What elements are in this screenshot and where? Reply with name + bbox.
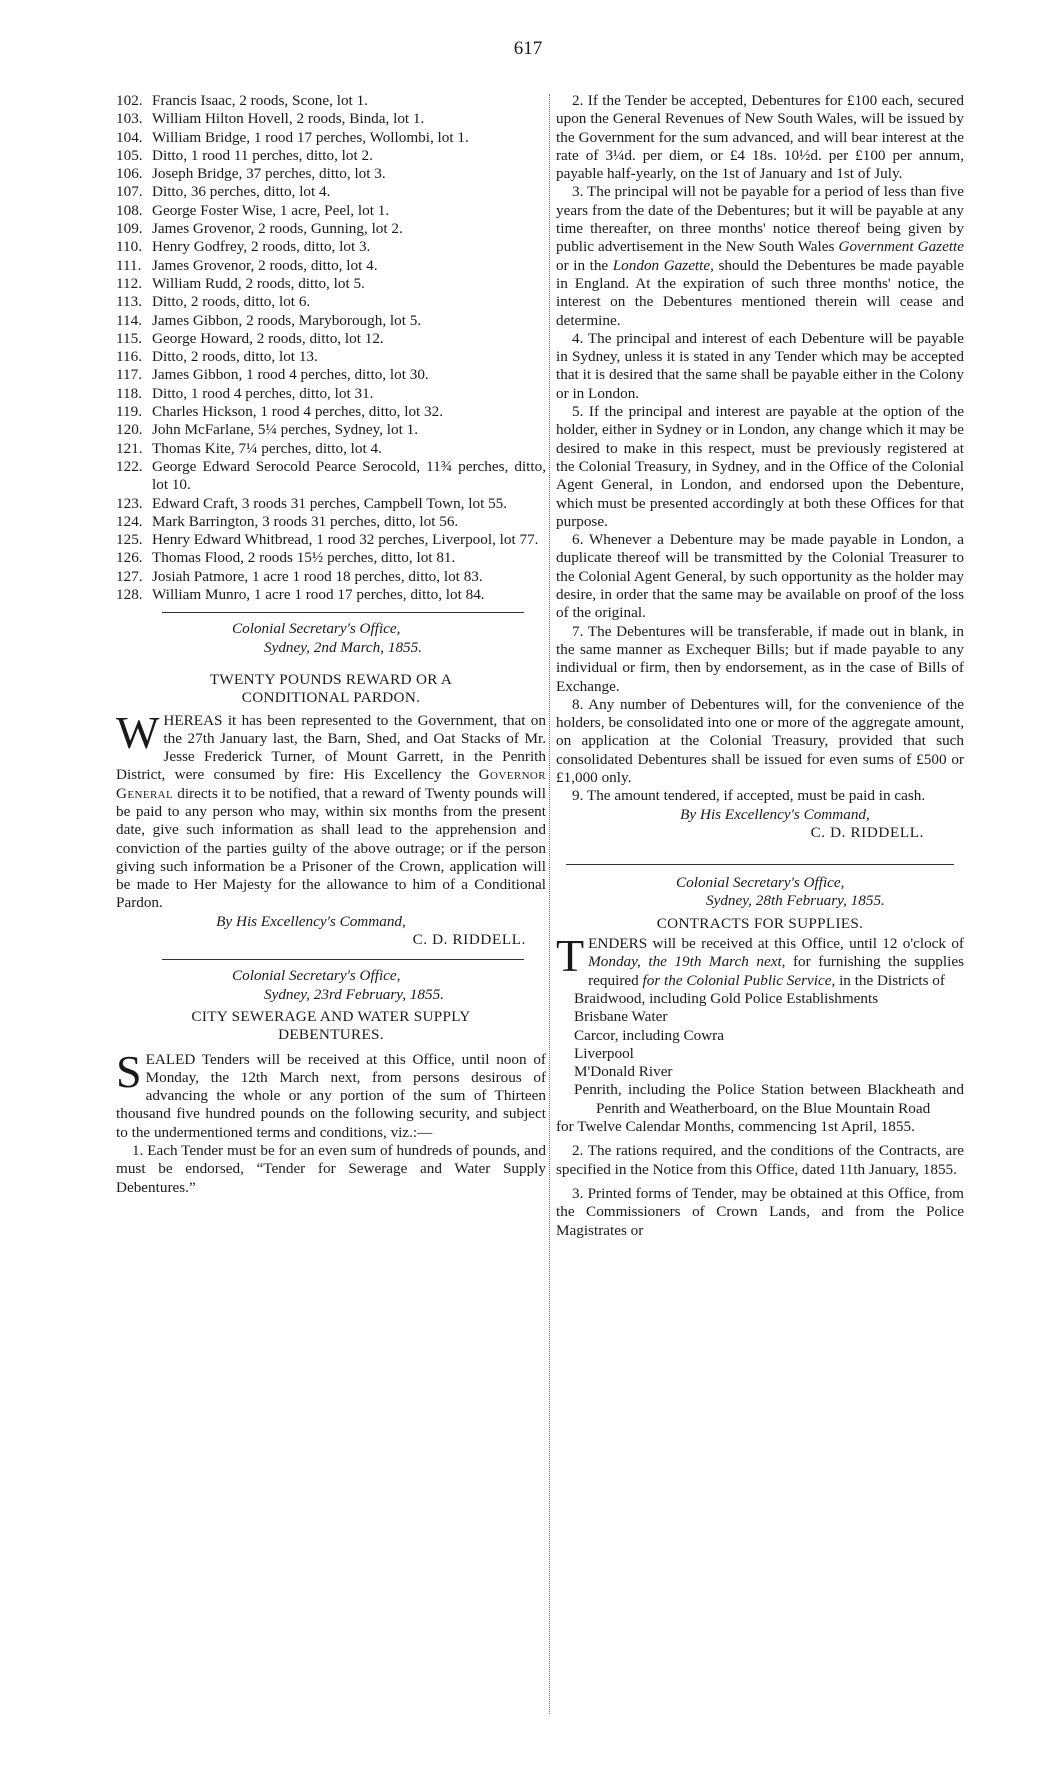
drop-cap: S [116, 1045, 142, 1097]
section-divider [162, 959, 524, 960]
list-item [116, 568, 546, 586]
notice-body-end: directs it to be notified, that a reward of Twenty pounds will be paid to any person who may, within six months from the present date, give such information as shall lead to the apprehension and conviction of the parties guilty of the above outrage; or if the person giving such information be a Prisoner of the Crown, application will be made to Her Majesty for the allowance to him of a Conditional Pardon. [116, 784, 546, 912]
condition-7: 7. The Debentures will be transferable, if made out in blank, in the same manner as Exchequer Bills; but if made payable to any individual or firm, then by endorsement, as in the case of Bills of Exchange. [556, 622, 964, 695]
list-item [116, 385, 546, 403]
notice-body: HEREAS it has been represented to the Government, that on the 27th January last, the Barn, Shed, and Oat Stacks of Mr. Jesse Frederick Turner, of Mount Garrett, in the Penrith District, were consumed by fire: His Excellency the [116, 711, 546, 784]
entry-text: William Rudd, 2 roods, ditto, lot 5. [152, 274, 365, 292]
notice-title: CITY SEWERAGE AND WATER SUPPLY [191, 1007, 471, 1025]
list-item [116, 403, 546, 421]
left-column [116, 92, 546, 1197]
list-item [116, 183, 546, 201]
list-item [116, 129, 546, 147]
entry-text: Josiah Patmore, 1 acre 1 rood 18 perches, ditto, lot 83. [152, 567, 483, 585]
entry-text: William Hilton Hovell, 2 roods, Binda, lot 1. [152, 110, 425, 128]
right-column [556, 92, 964, 1240]
entry-text: William Munro, 1 acre 1 rood 17 perches, ditto, lot 84. [152, 586, 485, 604]
condition-4: 4. The principal and interest of each Debenture will be payable in Sydney, unless it is stated in any Tender which may be accepted that it is desired that the same shall be payable either in the Colony or in London. [556, 329, 964, 402]
entry-number: 103. [116, 110, 143, 128]
list-item [116, 421, 546, 439]
gazette-name: Government Gazette [838, 238, 965, 256]
contract-period: for Twelve Calendar Months, commencing 1st April, 1855. [556, 1118, 915, 1136]
entry-number: 104. [116, 128, 143, 146]
entry-text: William Bridge, 1 rood 17 perches, Wollombi, lot 1. [152, 128, 469, 146]
entry-number: 115. [116, 329, 143, 347]
entry-text: Henry Godfrey, 2 roods, ditto, lot 3. [152, 238, 371, 256]
contract-condition-2: 2. The rations required, and the conditions of the Contracts, are specified in the Notice from this Office, dated 11th January, 1855. [556, 1142, 964, 1178]
condition-6: 6. Whenever a Debenture may be made payable in London, a duplicate thereof will be transmitted by the Colonial Treasurer to the Colonial Agent General, by such opportunity as the holder may desire, in order that the same may be available on proof of the loss of the original. [556, 531, 964, 622]
section-divider [566, 864, 954, 865]
date-line: Sydney, 28th February, 1855. [706, 892, 885, 910]
list-item [116, 202, 546, 220]
district-item: M'Donald River [574, 1063, 673, 1081]
condition-3-part-a: 3. The principal will not be payable for a period of less than five years from the date of the Debentures; but it will be payable at any time thereafter, on three months' notice thereof being given by public advertisement in the New South Wales [556, 183, 964, 256]
list-item [116, 586, 546, 604]
contract-condition-3: 3. Printed forms of Tender, may be obtained at this Office, from the Commissioners of Crown Lands, and from the Police Magistrates or [556, 1184, 964, 1239]
command-line: By His Excellency's Command, [216, 912, 406, 930]
entry-text: Mark Barrington, 3 roods 31 perches, ditto, lot 56. [152, 512, 459, 530]
condition-5: 5. If the principal and interest are payable at the option of the holder, either in Sydney or in London, any change which it may be desired to make in this respect, must be previously registered at the Colonial Treasury, in Sydney, and in the Office of the Colonial Agent General, in London, and endorsed upon the Debenture, which must be presented accordingly at both these Offices for that purpose. [556, 403, 964, 530]
list-item [116, 440, 546, 458]
condition-8: 8. Any number of Debentures will, for the convenience of the holders, be consolidated into one or more of the aggregate amount, on application at the Colonial Treasury, provided that such consolidated Debentures shall be issued for even sums of £500 or £1,000 only. [556, 695, 964, 786]
command-line: By His Excellency's Command, [680, 805, 870, 823]
date-line: Sydney, 23rd February, 1855. [264, 985, 444, 1003]
entry-text: James Grovenor, 2 roods, Gunning, lot 2. [152, 220, 403, 238]
drop-cap: T [556, 930, 585, 982]
entry-number: 128. [116, 586, 143, 604]
entry-number: 120. [116, 421, 143, 439]
entry-text: Thomas Kite, 7¼ perches, ditto, lot 4. [152, 439, 382, 457]
entry-number: 121. [116, 439, 143, 457]
entry-text: James Gibbon, 1 rood 4 perches, ditto, lot 30. [152, 366, 429, 384]
office-line: Colonial Secretary's Office, [232, 967, 401, 985]
list-item [116, 495, 546, 513]
entry-text: Ditto, 1 rood 4 perches, ditto, lot 31. [152, 384, 374, 402]
entry-text: George Foster Wise, 1 acre, Peel, lot 1. [152, 201, 390, 219]
list-item [116, 513, 546, 531]
list-item [116, 257, 546, 275]
entry-text: Ditto, 2 roods, ditto, lot 13. [152, 348, 318, 366]
entry-number: 117. [116, 366, 143, 384]
list-item [116, 165, 546, 183]
reward-notice [116, 620, 546, 949]
entry-number: 109. [116, 220, 143, 238]
notice-title-line2: DEBENTURES. [278, 1026, 384, 1044]
notice-body: EALED Tenders will be received at this Office, until noon of Monday, the 12th March next, from persons desirous of advancing the whole or any portion of the sum of Thirteen thousand five hundred pounds on the following security, and subject to the undermentioned terms and conditions, viz.:— [116, 1050, 546, 1141]
entry-number: 110. [116, 238, 143, 256]
signature: C. D. RIDDELL. [412, 931, 526, 949]
entry-text: Thomas Flood, 2 roods 15½ perches, ditto, lot 81. [152, 549, 456, 567]
entry-number: 127. [116, 567, 143, 585]
list-item [116, 330, 546, 348]
entry-text: Francis Isaac, 2 roods, Scone, lot 1. [152, 92, 368, 109]
district-list [556, 990, 964, 1118]
list-item [116, 238, 546, 256]
date-line: Sydney, 2nd March, 1855. [264, 638, 423, 656]
entry-number: 124. [116, 512, 143, 530]
sewerage-notice [116, 967, 546, 1197]
entry-number: 105. [116, 146, 143, 164]
london-gazette-name: London Gazette, [612, 256, 714, 274]
entry-number: 102. [116, 92, 143, 109]
section-divider [162, 612, 524, 613]
condition-3-part-b: or in the [556, 256, 613, 274]
district-item: Liverpool [574, 1044, 634, 1062]
page-number: 617 [513, 38, 543, 59]
list-item [116, 366, 546, 384]
column-divider [549, 94, 550, 1714]
notice-body-b: for furnishing the supplies required [588, 953, 964, 989]
office-line: Colonial Secretary's Office, [676, 874, 845, 892]
entry-text: Charles Hickson, 1 rood 4 perches, ditto, lot 32. [152, 403, 444, 421]
list-item [116, 220, 546, 238]
entry-text: George Howard, 2 roods, ditto, lot 12. [152, 329, 384, 347]
entry-number: 119. [116, 403, 143, 421]
entry-text: Edward Craft, 3 roods 31 perches, Campbell Town, lot 55. [152, 494, 508, 512]
office-line: Colonial Secretary's Office, [232, 620, 401, 638]
service-name: for the Colonial Public Service, [642, 971, 836, 989]
entry-text: James Grovenor, 2 roods, ditto, lot 4. [152, 256, 378, 274]
entry-text: James Gibbon, 2 roods, Maryborough, lot 5. [152, 311, 422, 329]
entry-text: Ditto, 36 perches, ditto, lot 4. [152, 183, 331, 201]
drop-cap: W [116, 706, 160, 758]
entry-text: Ditto, 1 rood 11 perches, ditto, lot 2. [152, 146, 373, 164]
contracts-notice [556, 874, 964, 1240]
entry-number: 125. [116, 531, 143, 549]
condition-3 [556, 183, 964, 329]
district-item: Braidwood, including Gold Police Establishments [574, 989, 879, 1007]
entry-number: 106. [116, 165, 143, 183]
list-item [116, 110, 546, 128]
entry-number: 112. [116, 274, 143, 292]
condition-1: 1. Each Tender must be for an even sum of hundreds of pounds, and must be endorsed, “Tender for Sewerage and Water Supply Debentures.” [116, 1142, 546, 1196]
list-item [116, 531, 546, 549]
list-item [116, 458, 546, 495]
entry-number: 116. [116, 348, 143, 366]
district-item: Penrith, including the Police Station between Blackheath and Penrith and Weatherboard, on the Blue Mountain Road [574, 1081, 964, 1117]
entry-number: 111. [116, 256, 142, 274]
district-item: Carcor, including Cowra [574, 1026, 724, 1044]
entry-number: 114. [116, 311, 143, 329]
entry-text: Joseph Bridge, 37 perches, ditto, lot 3. [152, 165, 386, 183]
governor-general-text: Governor General [116, 766, 546, 802]
list-item [116, 92, 546, 110]
list-item [116, 293, 546, 311]
condition-9: 9. The amount tendered, if accepted, must be paid in cash. [572, 787, 926, 805]
entry-number: 118. [116, 384, 143, 402]
entry-text: Ditto, 2 roods, ditto, lot 6. [152, 293, 311, 311]
entry-text: George Edward Serocold Pearce Serocold, 11¾ perches, ditto, lot 10. [152, 457, 546, 494]
notice-body: ENDERS will be received at this Office, until 12 o'clock of [588, 935, 964, 953]
notice-body-c: in the Districts of [835, 971, 945, 989]
land-grant-list [116, 92, 546, 604]
entry-number: 113. [116, 293, 143, 311]
notice-title: CONTRACTS FOR SUPPLIES. [656, 914, 864, 932]
entry-text: Henry Edward Whitbread, 1 rood 32 perches, Liverpool, lot 77. [152, 531, 539, 549]
condition-2: 2. If the Tender be accepted, Debentures for £100 each, secured upon the General Revenues of New South Wales, will be issued by the Government for the sum advanced, and will bear interest at the rate of 3¼d. per diem, or £4 18s. 10½d. per £100 per annum, payable half-yearly, on the 1st of January and 1st of July. [556, 92, 964, 183]
list-item [116, 275, 546, 293]
entry-number: 107. [116, 183, 143, 201]
list-item [116, 549, 546, 567]
entry-number: 108. [116, 201, 143, 219]
signature: C. D. RIDDELL. [810, 823, 924, 841]
list-item [116, 348, 546, 366]
entry-text: John McFarlane, 5¼ perches, Sydney, lot 1. [152, 421, 419, 439]
entry-number: 123. [116, 494, 143, 512]
condition-3-part-c: should the Debentures be made payable in England. At the expiration of such three months' notice, the interest on the Debentures mentioned therein will cease and determine. [556, 256, 965, 329]
entry-number: 126. [116, 549, 143, 567]
notice-title-line2: CONDITIONAL PARDON. [241, 689, 421, 707]
district-item: Brisbane Water [574, 1008, 668, 1026]
entry-number: 122. [116, 457, 143, 475]
closing-date: Monday, the 19th March next, [588, 953, 786, 971]
list-item [116, 147, 546, 165]
list-item [116, 312, 546, 330]
notice-title: TWENTY POUNDS REWARD OR A [209, 670, 453, 688]
